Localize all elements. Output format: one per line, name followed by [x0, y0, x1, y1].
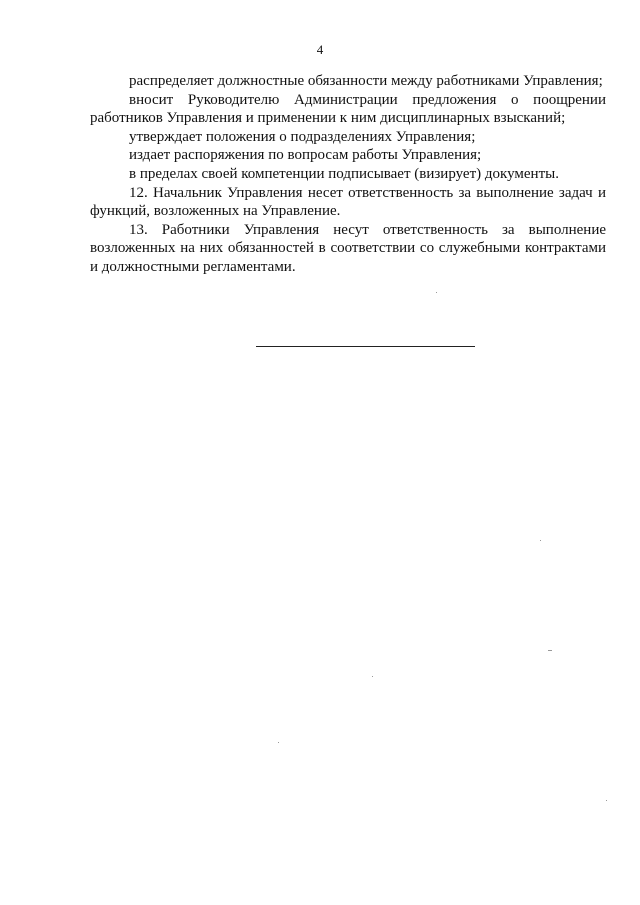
document-body — [90, 72, 606, 277]
page-number: 4 — [316, 42, 324, 57]
paragraph-proposals: вносит Руководителю Администрации предложения о поощрении работников Управления и применении к ним дисциплинарных взысканий; — [90, 91, 606, 127]
scan-speck — [548, 650, 552, 651]
paragraph-item-13: 13. Работники Управления несут ответственность за выполнение возложенных на них обязанностей в соответствии со служебными контрактами и должностными регламентами. — [90, 221, 606, 275]
scan-speck — [372, 676, 373, 677]
scan-speck — [540, 540, 541, 541]
paragraph-duties: распределяет должностные обязанности между работниками Управления; — [129, 73, 603, 89]
paragraph-orders: издает распоряжения по вопросам работы Управления; — [129, 147, 482, 164]
scan-speck — [436, 292, 437, 293]
paragraph-approves: утверждает положения о подразделениях Управления; — [129, 128, 476, 145]
paragraph-signs: в пределах своей компетенции подписывает (визирует) документы. — [129, 165, 559, 182]
end-divider-line — [256, 346, 475, 347]
scan-speck — [278, 742, 279, 743]
scan-speck — [606, 800, 607, 801]
paragraph-item-12: 12. Начальник Управления несет ответственность за выполнение задач и функций, возложенных на Управление. — [90, 184, 606, 220]
